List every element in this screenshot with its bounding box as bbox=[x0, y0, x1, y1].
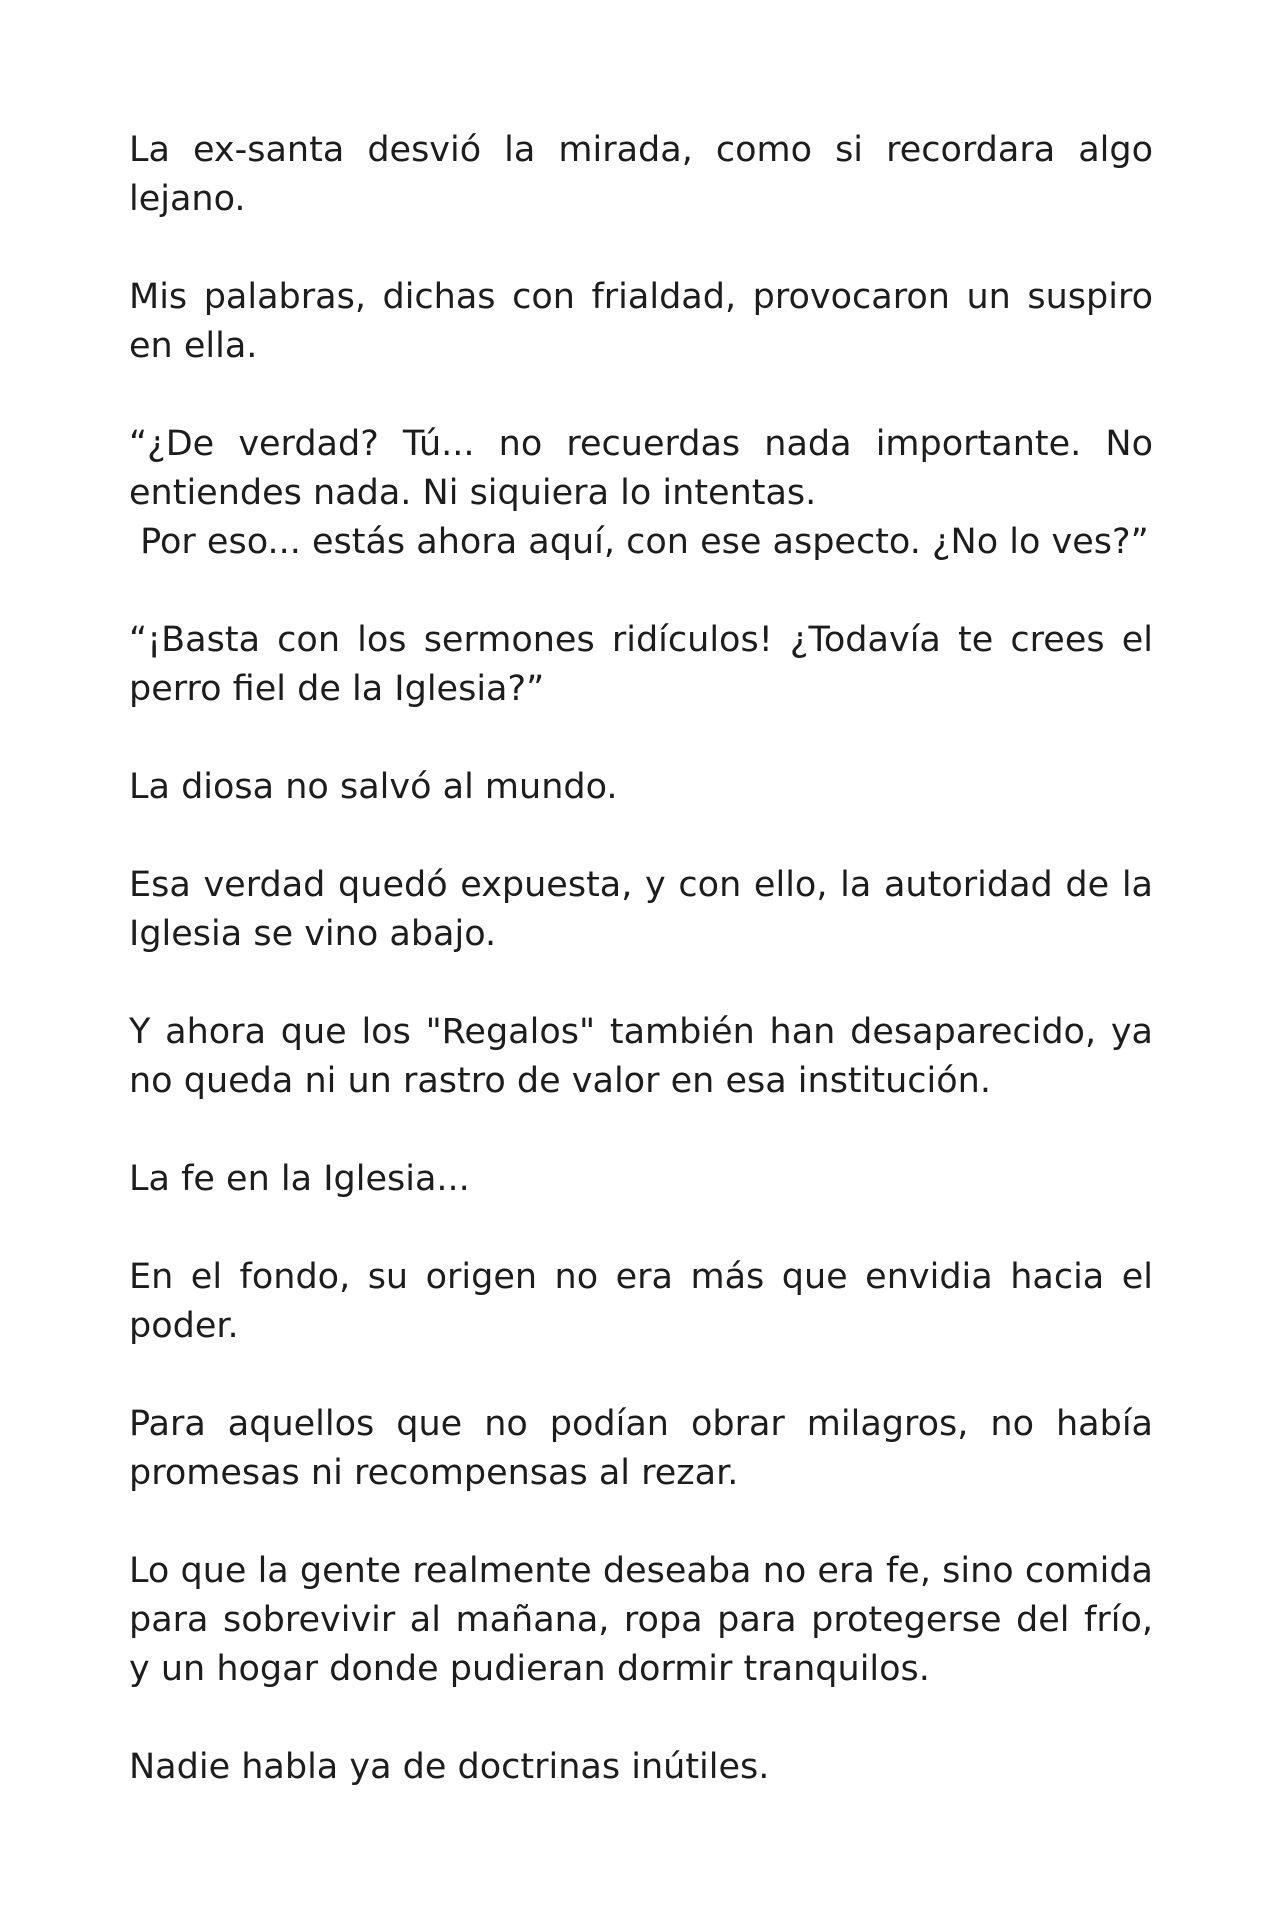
paragraph bbox=[129, 126, 1165, 224]
paragraph bbox=[129, 1155, 1153, 1204]
dialogue-paragraph bbox=[129, 616, 1165, 714]
paragraph-line: Y ahora que los "Regalos" también han desaparecido, ya no queda ni un rastro de valor en esa institución. bbox=[129, 1012, 1165, 1101]
paragraph bbox=[129, 1400, 1165, 1498]
paragraph-line: Para aquellos que no podían obrar milagros, no había promesas ni recompensas al rezar. bbox=[129, 1404, 1165, 1493]
paragraph-line: La fe en la Iglesia... bbox=[129, 1159, 470, 1199]
paragraph-line: Por eso... estás ahora aquí, con ese aspecto. ¿No lo ves?” bbox=[129, 522, 1149, 562]
document-body bbox=[129, 126, 1165, 1841]
paragraph-line: Nadie habla ya de doctrinas inútiles. bbox=[129, 1747, 770, 1787]
paragraph bbox=[129, 1008, 1165, 1106]
paragraph bbox=[129, 273, 1165, 371]
paragraph-line: “¿De verdad? Tú... no recuerdas nada importante. No entiendes nada. Ni siquiera lo intentas. bbox=[129, 424, 1165, 513]
paragraph bbox=[129, 1743, 1153, 1792]
paragraph-line: En el fondo, su origen no era más que envidia hacia el poder. bbox=[129, 1257, 1165, 1346]
paragraph-line: La ex-santa desvió la mirada, como si recordara algo lejano. bbox=[129, 130, 1165, 219]
paragraph bbox=[129, 763, 1153, 812]
paragraph-line: Esa verdad quedó expuesta, y con ello, la autoridad de la Iglesia se vino abajo. bbox=[129, 865, 1165, 954]
paragraph-line: Mis palabras, dichas con frialdad, provocaron un suspiro en ella. bbox=[129, 277, 1165, 366]
paragraph-line: Lo que la gente realmente deseaba no era fe, sino comida para sobrevivir al mañana, ropa para protegerse del frío, y un hogar donde pudieran dormir tranquilos. bbox=[129, 1551, 1165, 1689]
paragraph bbox=[129, 1547, 1165, 1694]
paragraph bbox=[129, 861, 1165, 959]
paragraph bbox=[129, 1253, 1165, 1351]
paragraph-line: “¡Basta con los sermones ridículos! ¿Todavía te crees el perro fiel de la Iglesia?” bbox=[129, 620, 1165, 709]
paragraph-line: La diosa no salvó al mundo. bbox=[129, 767, 618, 807]
dialogue-paragraph bbox=[129, 420, 1165, 567]
